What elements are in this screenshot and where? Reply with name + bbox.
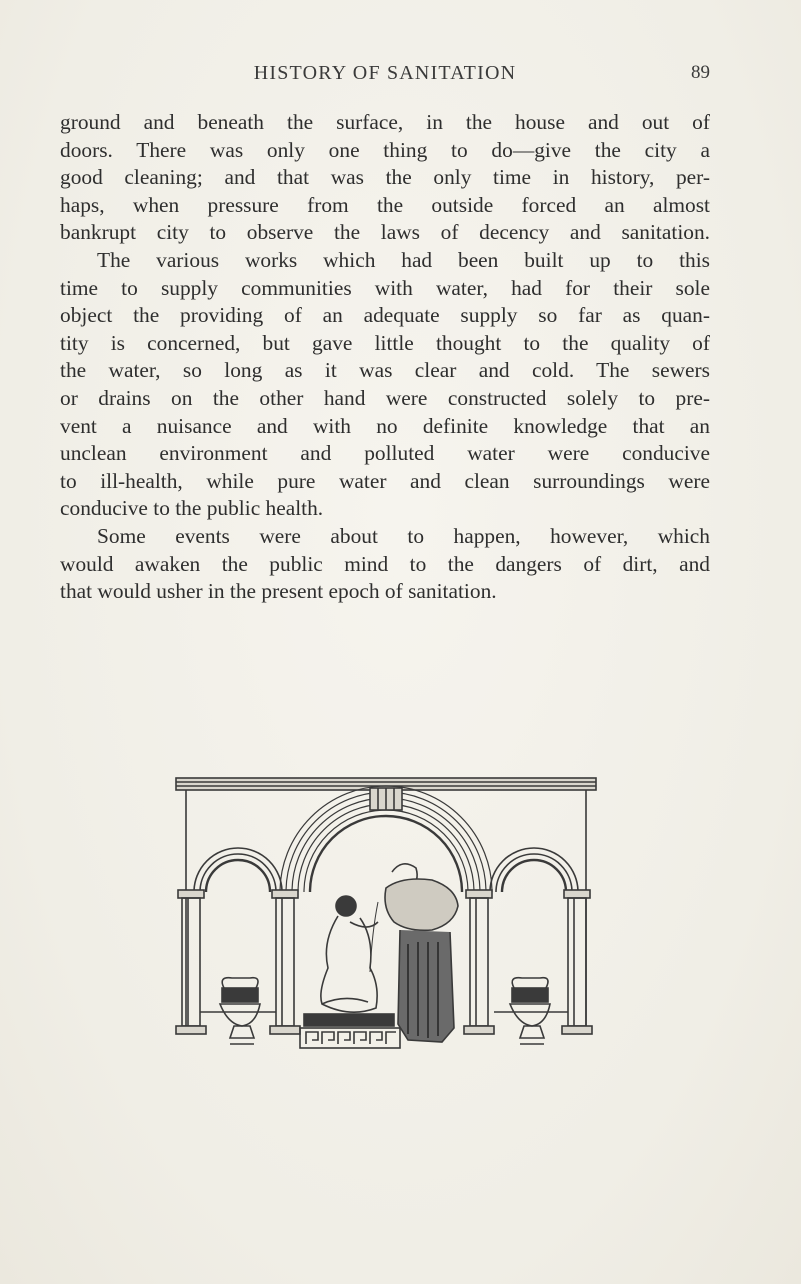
page-number: 89 xyxy=(691,62,710,83)
text-line: ground and beneath the surface, in the house and out of xyxy=(60,110,710,134)
arcade-illustration xyxy=(172,772,600,1064)
page-header xyxy=(60,62,710,88)
right-arch xyxy=(490,848,578,892)
running-head: HISTORY OF SANITATION xyxy=(253,62,517,84)
text-line: vent a nuisance and with no definite knowledge that an xyxy=(60,413,710,438)
arcade-illustration-svg xyxy=(172,772,600,1064)
right-vase xyxy=(510,978,550,1044)
meander-border xyxy=(300,1028,400,1048)
text-line: doors. There was only one thing to do—give the city a xyxy=(60,137,710,162)
basin-platform xyxy=(304,1014,394,1026)
left-vase xyxy=(220,978,260,1044)
text-line: time to supply communities with water, had for their sole xyxy=(60,275,710,300)
water-jar xyxy=(385,879,458,930)
body-text xyxy=(60,109,710,606)
text-line: bankrupt city to observe the laws of decency and sanitation. xyxy=(60,220,710,245)
kneeling-figure xyxy=(321,896,378,1012)
central-arch xyxy=(280,786,492,892)
column-bases xyxy=(176,1026,592,1034)
text-line: haps, when pressure from the outside forced an almost xyxy=(60,192,710,217)
text-line: tity is concerned, but gave little thought to the quality of xyxy=(60,330,710,355)
text-line: the water, so long as it was clear and cold. The sewers xyxy=(60,358,710,383)
text-line: object the providing of an adequate supply so far as quan- xyxy=(60,303,710,328)
text-line: good cleaning; and that was the only time in history, per- xyxy=(60,165,710,190)
text-line: unclean environment and polluted water were conducive xyxy=(60,441,710,466)
text-line: would awaken the public mind to the dangers of dirt, and xyxy=(60,551,710,576)
text-line: The various works which had been built up to this xyxy=(97,247,710,272)
text-line: to ill-health, while pure water and clean surroundings were xyxy=(60,468,710,493)
left-arch xyxy=(194,848,282,892)
columns xyxy=(182,898,586,1026)
text-line: conducive to the public health. xyxy=(60,496,324,521)
text-line: Some events were about to happen, however, which xyxy=(97,523,710,548)
text-line: that would usher in the present epoch of sanitation. xyxy=(60,579,497,604)
text-line: or drains on the other hand were constructed solely to pre- xyxy=(60,385,710,410)
column-capitals xyxy=(178,890,590,898)
